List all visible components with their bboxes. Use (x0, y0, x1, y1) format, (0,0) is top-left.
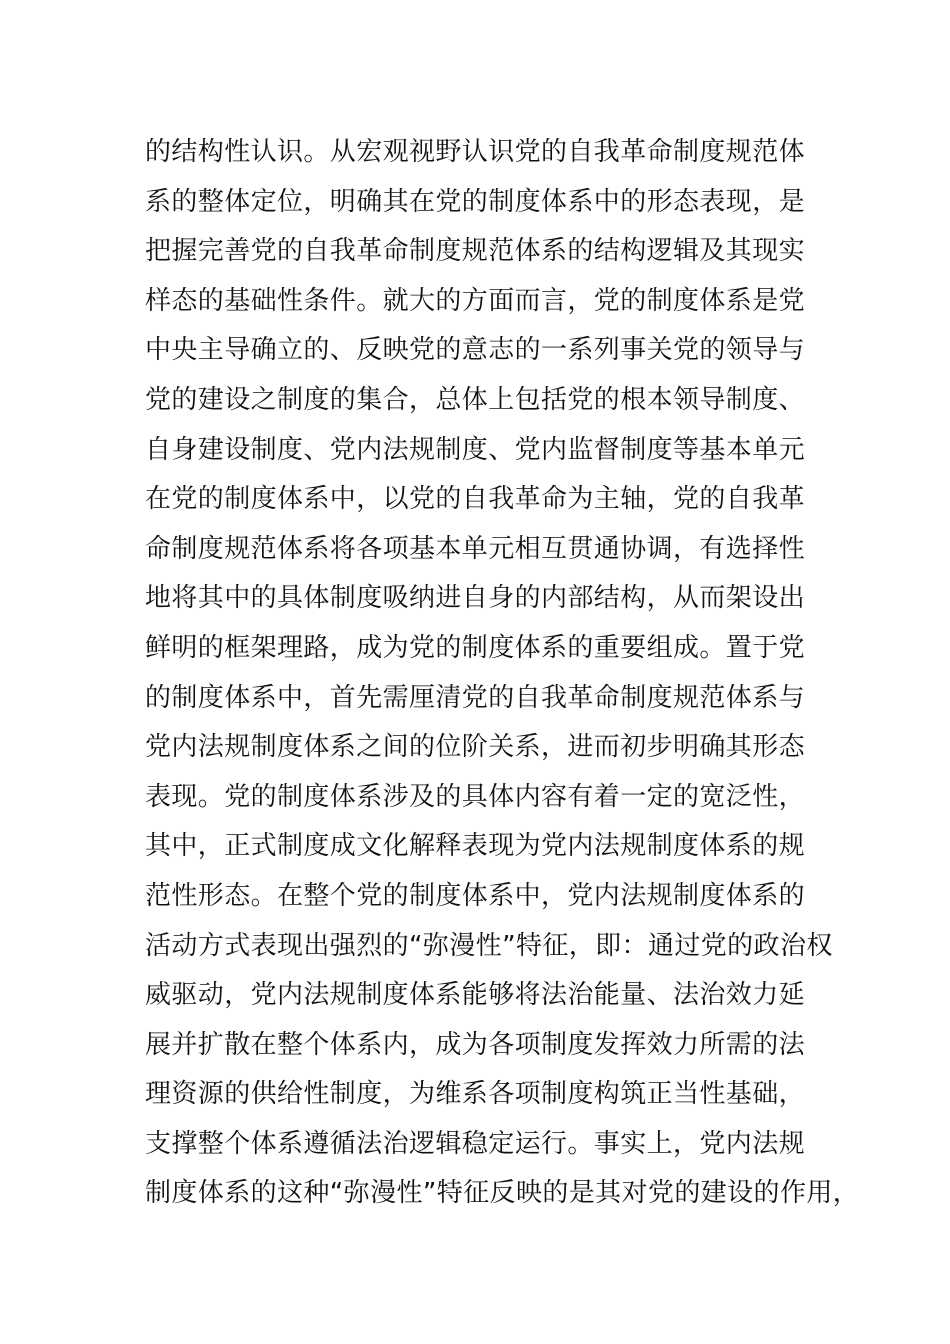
text-line: 在党的制度体系中，以党的自我革命为主轴，党的自我革 (145, 484, 806, 515)
text-line: 把握完善党的自我革命制度规范体系的结构逻辑及其现实 (145, 236, 806, 267)
text-line: 展并扩散在整个体系内，成为各项制度发挥效力所需的法 (145, 1029, 806, 1060)
text-line: 的制度体系中，首先需厘清党的自我革命制度规范体系与 (145, 682, 806, 713)
text-line: 理资源的供给性制度，为维系各项制度构筑正当性基础， (145, 1079, 806, 1110)
text-line: 威驱动，党内法规制度体系能够将法治能量、法治效力延 (145, 980, 806, 1011)
text-line: 鲜明的框架理路，成为党的制度体系的重要组成。置于党 (145, 632, 806, 663)
body-paragraph (145, 128, 860, 1219)
text-line: 的结构性认识。从宏观视野认识党的自我革命制度规范体 (145, 137, 806, 167)
text-line: 支撑整个体系遵循法治逻辑稳定运行。事实上，党内法规 (145, 1128, 806, 1159)
text-line: 表现。党的制度体系涉及的具体内容有着一定的宽泛性， (145, 781, 806, 812)
text-line: 其中，正式制度成文化解释表现为党内法规制度体系的规 (145, 831, 806, 862)
text-line: 活动方式表现出强烈的“弥漫性”特征，即：通过党的政治权 (145, 930, 833, 961)
text-line: 党内法规制度体系之间的位阶关系，进而初步明确其形态 (145, 732, 806, 763)
text-line: 系的整体定位，明确其在党的制度体系中的形态表现，是 (145, 186, 806, 217)
text-line: 党的建设之制度的集合，总体上包括党的根本领导制度、 (145, 384, 806, 415)
text-line: 命制度规范体系将各项基本单元相互贯通协调，有选择性 (145, 533, 806, 564)
text-line: 样态的基础性条件。就大的方面而言，党的制度体系是党 (145, 285, 806, 316)
text-line: 中央主导确立的、反映党的意志的一系列事关党的领导与 (145, 335, 806, 366)
text-line: 自身建设制度、党内法规制度、党内监督制度等基本单元 (145, 434, 806, 465)
text-line: 范性形态。在整个党的制度体系中，党内法规制度体系的 (145, 880, 806, 911)
text-line: 地将其中的具体制度吸纳进自身的内部结构，从而架设出 (145, 583, 806, 614)
text-line: 制度体系的这种“弥漫性”特征反映的是其对党的建设的作用， (145, 1178, 860, 1209)
